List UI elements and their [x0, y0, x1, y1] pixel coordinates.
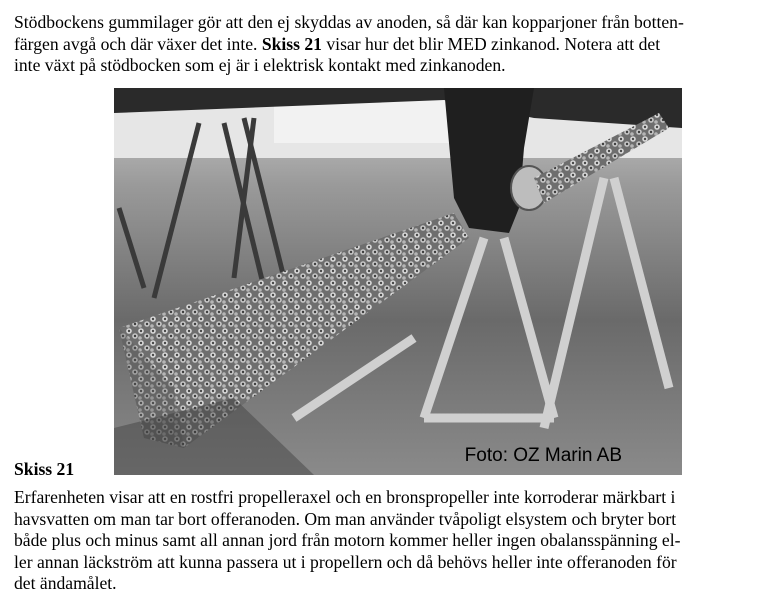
body-paragraph [14, 487, 754, 595]
intro-line-2-start: färgen avgå och där växer det inte. [14, 33, 262, 54]
body-line-4: ler annan läckström att kunna passera ut i propellern och då behövs heller inte offeranoden för [14, 551, 677, 572]
photo-credit: Foto: OZ Marin AB [464, 445, 622, 466]
intro-line-2 [14, 34, 754, 56]
body-line-5: det ändamålet. [14, 573, 117, 593]
barnacle-shaft-photo [114, 88, 682, 475]
intro-paragraph [14, 12, 754, 77]
intro-line-2-end: visar hur det blir MED zinkanod. Notera att det [321, 33, 661, 54]
intro-line-1: Stödbockens gummilager gör att den ej skyddas av anoden, så där kan kopparjoner från botten- [14, 12, 684, 32]
figure-caption: Skiss 21 [14, 459, 75, 479]
body-line-2: havsvatten om man tar bort offeranoden. Om man använder tvåpoligt elsystem och bryter bort [14, 508, 677, 529]
photo-illustration [114, 88, 682, 475]
body-line-3: både plus och minus samt all annan jord från motorn kommer heller ingen obalansspänning el- [14, 530, 681, 550]
intro-line-3: inte växt på stödbocken som ej är i elektrisk kontakt med zinkanoden. [14, 55, 506, 75]
body-line-1: Erfarenheten visar att en rostfri propelleraxel och en bronspropeller inte korroderar märkbart i [14, 487, 676, 507]
figure-reference: Skiss 21 [261, 33, 322, 54]
